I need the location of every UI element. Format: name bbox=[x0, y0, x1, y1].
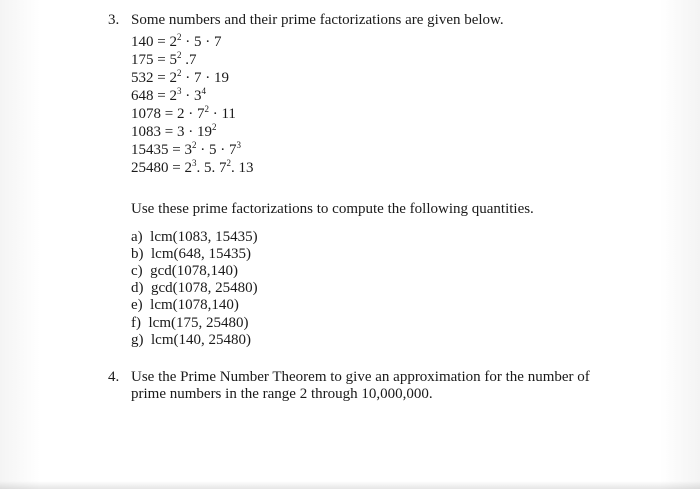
factorization-part: · 5 · 7 bbox=[196, 142, 237, 158]
quantity-item: d) gcd(1078, 25480) bbox=[131, 280, 258, 296]
factorization-line bbox=[131, 52, 196, 69]
problem-3-instruction: Use these prime factorizations to compute the following quantities. bbox=[131, 201, 534, 217]
factorization-line bbox=[131, 160, 253, 177]
factorization-line bbox=[131, 106, 236, 123]
exponent: 3 bbox=[176, 86, 182, 96]
factorization-base: 25480 = 2 bbox=[131, 160, 192, 176]
exponent: 3 bbox=[236, 140, 241, 150]
factorization-part: . 5. 7 bbox=[196, 160, 227, 176]
factorization-part: · 11 bbox=[208, 106, 236, 122]
exponent: 2 bbox=[191, 140, 197, 150]
factorization-line bbox=[131, 88, 206, 105]
factorization-base: 648 = 2 bbox=[131, 88, 177, 104]
factorization-line bbox=[131, 70, 229, 87]
problem-4-number: 4. bbox=[108, 369, 120, 385]
problem-3-intro: Some numbers and their prime factorizations are given below. bbox=[131, 12, 504, 28]
factorization-part: · 5 · 7 bbox=[181, 34, 222, 50]
factorization-base: 15435 = 3 bbox=[131, 142, 192, 158]
exponent: 2 bbox=[204, 104, 209, 114]
quantity-item: b) lcm(648, 15435) bbox=[131, 246, 251, 262]
factorization-line bbox=[131, 124, 216, 141]
page-shadow bbox=[0, 481, 700, 489]
exponent: 2 bbox=[176, 50, 182, 60]
exponent: 2 bbox=[176, 68, 182, 78]
factorization-base: 532 = 2 bbox=[131, 70, 177, 86]
exponent: 2 bbox=[226, 158, 231, 168]
factorization-base: 1083 = 3 · 19 bbox=[131, 124, 212, 140]
problem-4-line-1: Use the Prime Number Theorem to give an approximation for the number of bbox=[131, 369, 590, 385]
quantity-item: f) lcm(175, 25480) bbox=[131, 315, 249, 331]
quantity-item: c) gcd(1078,140) bbox=[131, 263, 239, 279]
quantity-item: g) lcm(140, 25480) bbox=[131, 332, 251, 348]
factorization-part: · 7 · 19 bbox=[181, 70, 229, 86]
exponent: 3 bbox=[191, 158, 197, 168]
factorization-line bbox=[131, 142, 241, 159]
exponent: 2 bbox=[176, 32, 182, 42]
quantity-item: e) lcm(1078,140) bbox=[131, 297, 239, 313]
quantity-item: a) lcm(1083, 15435) bbox=[131, 229, 258, 245]
exponent: 4 bbox=[201, 86, 206, 96]
factorization-base: 140 = 2 bbox=[131, 34, 177, 50]
factorization-part: . 13 bbox=[230, 160, 254, 176]
problem-4-line-2: prime numbers in the range 2 through 10,000,000. bbox=[131, 386, 433, 402]
problem-3-number: 3. bbox=[108, 12, 120, 28]
factorization-part: · 3 bbox=[181, 88, 202, 104]
factorization-line bbox=[131, 34, 221, 51]
exponent: 2 bbox=[211, 122, 217, 132]
factorization-base: 1078 = 2 · 7 bbox=[131, 106, 205, 122]
factorization-base: 175 = 5 bbox=[131, 52, 177, 68]
factorization-part: .7 bbox=[181, 52, 197, 68]
